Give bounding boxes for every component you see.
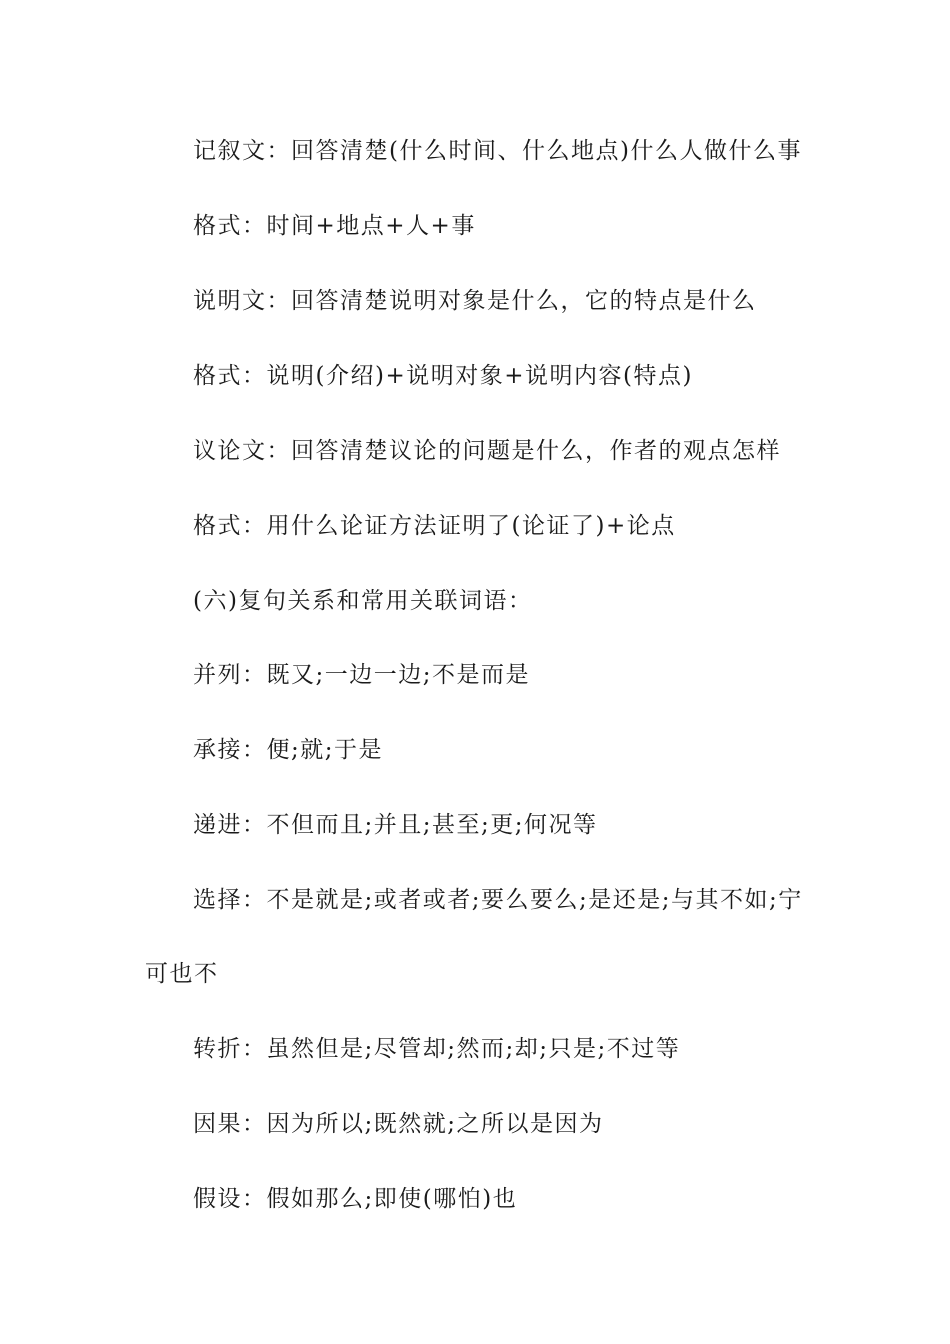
text-line-expository: 说明文：回答清楚说明对象是什么，它的特点是什么 (193, 288, 757, 314)
text-line-progressive: 递进：不但而且;并且;甚至;更;何况等 (193, 812, 598, 838)
text-line-narrative-format: 格式：时间+地点+人+事 (193, 213, 476, 239)
text-line-expository-format: 格式：说明(介绍)+说明对象+说明内容(特点) (193, 363, 693, 389)
text-line-hypothetical: 假设：假如那么;即使(哪怕)也 (193, 1186, 518, 1212)
text-line-alternative: 选择：不是就是;或者或者;要么要么;是还是;与其不如;宁 (193, 887, 803, 913)
section-heading-complex-sentences: (六)复句关系和常用关联词语： (193, 588, 533, 614)
text-line-narrative: 记叙文：回答清楚(什么时间、什么地点)什么人做什么事 (193, 138, 802, 164)
text-line-alternative-continued: 可也不 (145, 961, 219, 987)
text-line-coordinate: 并列：既又;一边一边;不是而是 (193, 662, 530, 688)
text-line-argumentative-format: 格式：用什么论证方法证明了(论证了)+论点 (193, 513, 676, 539)
text-line-argumentative: 议论文：回答清楚议论的问题是什么，作者的观点怎样 (193, 438, 781, 464)
text-line-causal: 因果：因为所以;既然就;之所以是因为 (193, 1111, 604, 1137)
text-line-adversative: 转折：虽然但是;尽管却;然而;却;只是;不过等 (193, 1036, 681, 1062)
text-line-sequential: 承接：便;就;于是 (193, 737, 383, 763)
